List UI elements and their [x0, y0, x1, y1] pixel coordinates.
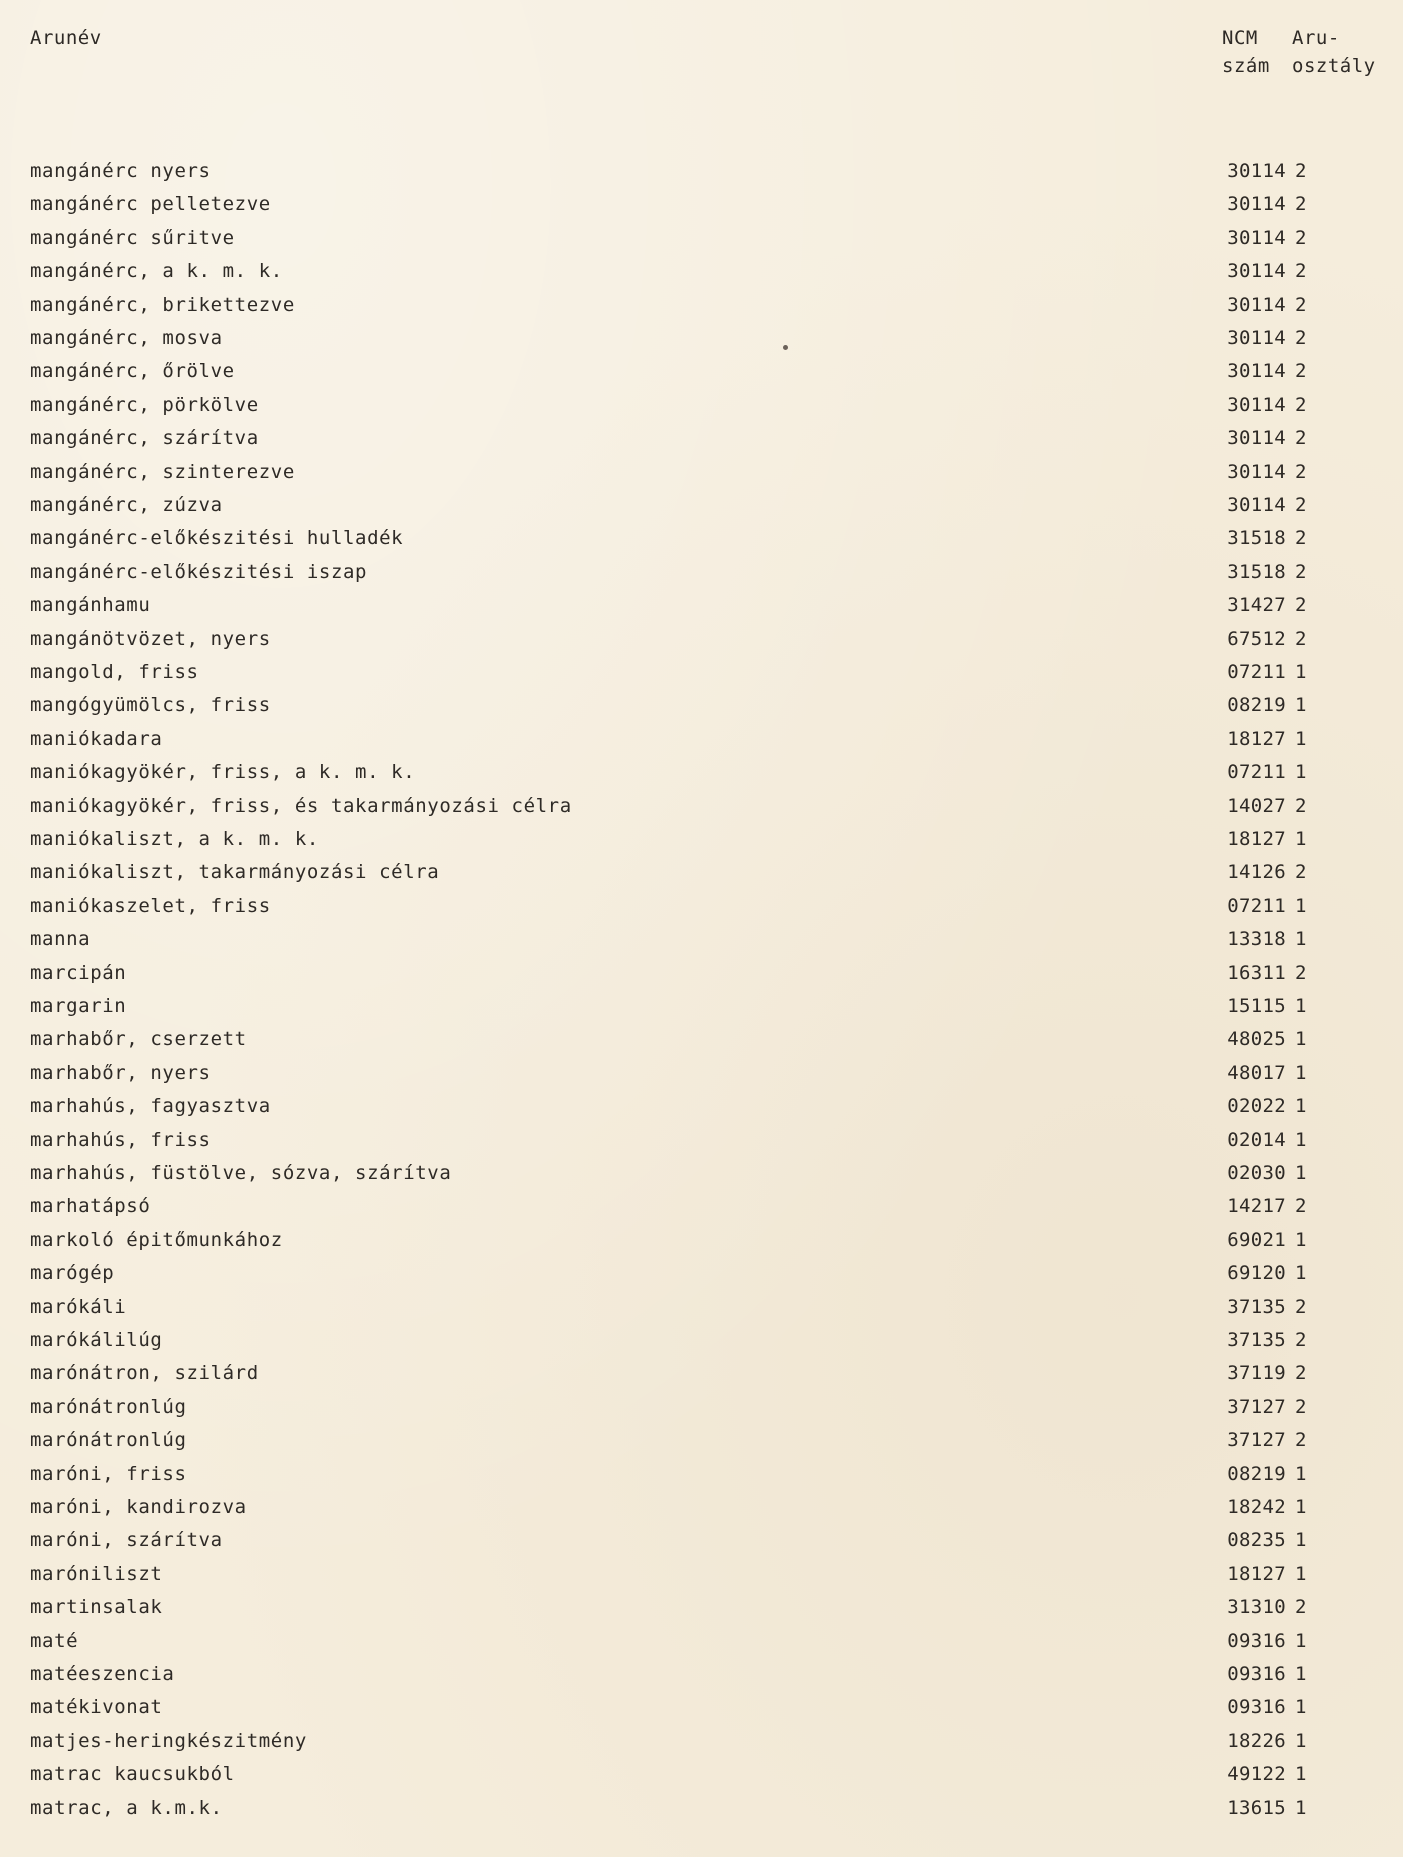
item-class: 2 [1295, 160, 1307, 182]
list-item [0, 1758, 1403, 1791]
item-class: 2 [1295, 260, 1307, 283]
list-item [0, 1157, 1403, 1190]
item-ncm-number: 69021 [1227, 1228, 1286, 1251]
item-name: mangánérc pelletezve [30, 193, 271, 216]
item-ncm-number: 14027 [1227, 794, 1286, 817]
item-class: 2 [1295, 794, 1307, 817]
item-class: 1 [1295, 1763, 1307, 1786]
item-name: mangánérc, a k. m. k. [30, 260, 283, 283]
item-ncm-number: 08235 [1227, 1529, 1286, 1552]
item-name: marhatápsó [30, 1195, 151, 1218]
item-name: marhahús, füstölve, sózva, szárítva [30, 1162, 452, 1184]
item-class: 1 [1295, 1028, 1307, 1051]
column-header-class-line2: osztály [1292, 55, 1376, 77]
item-name: mangánérc, zúzva [30, 494, 223, 516]
item-ncm-number: 30114 [1227, 260, 1286, 283]
item-ncm-number: 30114 [1227, 160, 1286, 182]
list-item [0, 856, 1403, 889]
item-name: maróniliszt [30, 1562, 163, 1585]
list-item [0, 1291, 1403, 1324]
list-item [0, 1491, 1403, 1524]
list-item [0, 1057, 1403, 1090]
item-ncm-number: 37127 [1227, 1429, 1286, 1452]
item-class: 2 [1295, 427, 1307, 450]
item-name: marónátronlúg [30, 1429, 187, 1452]
item-ncm-number: 30114 [1227, 460, 1286, 483]
item-class: 1 [1295, 661, 1307, 683]
item-ncm-number: 37119 [1227, 1362, 1286, 1385]
column-header-class [1292, 24, 1392, 80]
list-item [0, 1725, 1403, 1758]
item-name: matjes-heringkészitmény [30, 1729, 307, 1752]
item-ncm-number: 48017 [1227, 1061, 1286, 1084]
list-item [0, 1391, 1403, 1424]
item-class: 2 [1295, 327, 1307, 349]
item-name: mangánérc sűritve [30, 226, 235, 249]
item-class: 1 [1295, 761, 1307, 784]
list-item [0, 1691, 1403, 1724]
item-name: maniókaliszt, takarmányozási célra [30, 861, 440, 884]
list-item [0, 1658, 1403, 1691]
item-class: 1 [1295, 894, 1307, 917]
list-item [0, 289, 1403, 322]
item-name: maniókagyökér, friss, a k. m. k. [30, 761, 416, 784]
item-class: 2 [1295, 1329, 1307, 1351]
item-ncm-number: 30114 [1227, 293, 1286, 316]
item-class: 2 [1295, 360, 1307, 383]
item-ncm-number: 07211 [1227, 761, 1286, 784]
item-name: marókálilúg [30, 1329, 163, 1351]
list-item [0, 890, 1403, 923]
column-header-name: Arunév [30, 27, 102, 49]
item-class: 2 [1295, 594, 1307, 617]
item-class: 2 [1295, 527, 1307, 550]
item-class: 2 [1295, 861, 1307, 884]
item-name: marhahús, fagyasztva [30, 1095, 271, 1118]
list-item [0, 957, 1403, 990]
item-class: 2 [1295, 293, 1307, 316]
item-class: 1 [1295, 1696, 1307, 1719]
list-item [0, 322, 1403, 355]
item-name: maniókagyökér, friss, és takarmányozási célra [30, 794, 572, 817]
item-class: 2 [1295, 560, 1307, 583]
item-name: mangánérc nyers [30, 160, 211, 182]
item-ncm-number: 18242 [1227, 1496, 1286, 1518]
item-class: 1 [1295, 1729, 1307, 1752]
item-class: 1 [1295, 727, 1307, 750]
item-class: 2 [1295, 961, 1307, 984]
list-item [0, 1023, 1403, 1056]
list-item [0, 222, 1403, 255]
item-name: marókáli [30, 1295, 127, 1318]
item-ncm-number: 13615 [1227, 1796, 1286, 1819]
item-name: mangánérc, szárítva [30, 427, 259, 450]
item-ncm-number: 09316 [1227, 1696, 1286, 1719]
item-ncm-number: 07211 [1227, 894, 1286, 917]
item-name: mangánérc-előkészitési hulladék [30, 527, 404, 550]
item-name: maróni, friss [30, 1462, 187, 1485]
item-name: mangánérc, szinterezve [30, 460, 295, 483]
item-ncm-number: 31427 [1227, 594, 1286, 617]
column-header-ncm [1222, 24, 1282, 80]
list-item [0, 1324, 1403, 1357]
item-name: margarin [30, 995, 127, 1017]
item-ncm-number: 14217 [1227, 1195, 1286, 1218]
item-ncm-number: 30114 [1227, 427, 1286, 450]
item-ncm-number: 30114 [1227, 393, 1286, 416]
item-ncm-number: 13318 [1227, 928, 1286, 951]
item-class: 2 [1295, 627, 1307, 650]
item-name: maté [30, 1629, 79, 1652]
list-item [0, 522, 1403, 555]
item-name: manna [30, 928, 91, 951]
item-ncm-number: 18127 [1227, 727, 1286, 750]
list-item [0, 1090, 1403, 1123]
item-ncm-number: 18226 [1227, 1729, 1286, 1752]
item-ncm-number: 18127 [1227, 1562, 1286, 1585]
item-name: marónátronlúg [30, 1395, 187, 1418]
item-class: 1 [1295, 1663, 1307, 1685]
item-class: 1 [1295, 1228, 1307, 1251]
list-item [0, 990, 1403, 1023]
item-class: 1 [1295, 1529, 1307, 1552]
item-name: matrac, a k.m.k. [30, 1796, 223, 1819]
list-item [0, 1792, 1403, 1825]
item-ncm-number: 69120 [1227, 1262, 1286, 1285]
item-class: 2 [1295, 393, 1307, 416]
item-ncm-number: 08219 [1227, 694, 1286, 717]
item-ncm-number: 31310 [1227, 1596, 1286, 1619]
item-name: matékivonat [30, 1696, 163, 1719]
item-class: 2 [1295, 460, 1307, 483]
item-ncm-number: 31518 [1227, 560, 1286, 583]
item-class: 2 [1295, 193, 1307, 216]
list-item [0, 489, 1403, 522]
list-item [0, 1190, 1403, 1223]
item-name: matéeszencia [30, 1663, 175, 1685]
item-name: marhahús, friss [30, 1128, 211, 1151]
item-name: mangánérc, brikettezve [30, 293, 295, 316]
item-ncm-number: 30114 [1227, 494, 1286, 516]
list-item [0, 1458, 1403, 1491]
item-class: 2 [1295, 226, 1307, 249]
item-class: 2 [1295, 1362, 1307, 1385]
item-name: marhabőr, nyers [30, 1061, 211, 1084]
item-name: mangánérc, mosva [30, 327, 223, 349]
item-name: mangold, friss [30, 661, 199, 683]
item-ncm-number: 02022 [1227, 1095, 1286, 1118]
column-header-ncm-line1: NCM [1222, 27, 1258, 49]
item-class: 1 [1295, 1496, 1307, 1518]
list-item [0, 1357, 1403, 1390]
item-ncm-number: 15115 [1227, 995, 1286, 1017]
list-item [0, 155, 1403, 188]
item-ncm-number: 18127 [1227, 828, 1286, 850]
list-item [0, 1124, 1403, 1157]
item-class: 1 [1295, 1796, 1307, 1819]
item-class: 1 [1295, 1562, 1307, 1585]
item-name: maniókadara [30, 727, 163, 750]
item-class: 1 [1295, 1128, 1307, 1151]
item-ncm-number: 09316 [1227, 1663, 1286, 1685]
list-item [0, 422, 1403, 455]
item-name: matrac kaucsukból [30, 1763, 235, 1786]
item-name: mangánötvözet, nyers [30, 627, 271, 650]
item-class: 2 [1295, 1596, 1307, 1619]
column-header-class-line1: Aru- [1292, 27, 1340, 49]
item-name: marógép [30, 1262, 115, 1285]
item-ncm-number: 08219 [1227, 1462, 1286, 1485]
item-class: 1 [1295, 928, 1307, 951]
list-item [0, 456, 1403, 489]
item-ncm-number: 31518 [1227, 527, 1286, 550]
list-item [0, 923, 1403, 956]
list-item [0, 1625, 1403, 1658]
item-name: maróni, szárítva [30, 1529, 223, 1552]
list-item [0, 355, 1403, 388]
list-item [0, 1524, 1403, 1557]
list-item [0, 188, 1403, 221]
item-class: 2 [1295, 1429, 1307, 1452]
column-header-ncm-line2: szám [1222, 55, 1270, 77]
item-class: 2 [1295, 1395, 1307, 1418]
list-item [0, 623, 1403, 656]
list-item [0, 1224, 1403, 1257]
item-name: marhabőr, cserzett [30, 1028, 247, 1051]
item-ncm-number: 14126 [1227, 861, 1286, 884]
paper-speck [783, 345, 788, 350]
item-ncm-number: 30114 [1227, 226, 1286, 249]
item-class: 1 [1295, 1095, 1307, 1118]
item-name: marcipán [30, 961, 127, 984]
item-name: mangógyümölcs, friss [30, 694, 271, 717]
list-item [0, 255, 1403, 288]
item-name: mangánhamu [30, 594, 151, 617]
item-ncm-number: 02014 [1227, 1128, 1286, 1151]
item-ncm-number: 30114 [1227, 193, 1286, 216]
item-ncm-number: 48025 [1227, 1028, 1286, 1051]
item-class: 1 [1295, 828, 1307, 850]
list-item [0, 389, 1403, 422]
item-class: 1 [1295, 1061, 1307, 1084]
item-name: markoló épitőmunkához [30, 1228, 283, 1251]
list-item [0, 689, 1403, 722]
list-item [0, 823, 1403, 856]
item-class: 1 [1295, 694, 1307, 717]
list-item [0, 1424, 1403, 1457]
item-class: 2 [1295, 1195, 1307, 1218]
item-name: maróni, kandirozva [30, 1496, 247, 1518]
item-ncm-number: 67512 [1227, 627, 1286, 650]
item-ncm-number: 37135 [1227, 1295, 1286, 1318]
item-ncm-number: 16311 [1227, 961, 1286, 984]
list-item [0, 1257, 1403, 1290]
item-name: mangánérc-előkészitési iszap [30, 560, 368, 583]
item-name: maniókaszelet, friss [30, 894, 271, 917]
item-ncm-number: 30114 [1227, 360, 1286, 383]
item-ncm-number: 09316 [1227, 1629, 1286, 1652]
list-item [0, 1558, 1403, 1591]
list-item [0, 556, 1403, 589]
item-class: 1 [1295, 1162, 1307, 1184]
item-ncm-number: 02030 [1227, 1162, 1286, 1184]
item-ncm-number: 49122 [1227, 1763, 1286, 1786]
list-item [0, 756, 1403, 789]
item-name: martinsalak [30, 1596, 163, 1619]
item-class: 1 [1295, 1629, 1307, 1652]
item-class: 2 [1295, 494, 1307, 516]
list-item [0, 723, 1403, 756]
list-item [0, 1591, 1403, 1624]
item-name: mangánérc, őrölve [30, 360, 235, 383]
item-ncm-number: 37135 [1227, 1329, 1286, 1351]
item-name: marónátron, szilárd [30, 1362, 259, 1385]
item-class: 2 [1295, 1295, 1307, 1318]
item-ncm-number: 07211 [1227, 661, 1286, 683]
item-class: 1 [1295, 1462, 1307, 1485]
list-item [0, 790, 1403, 823]
item-name: maniókaliszt, a k. m. k. [30, 828, 319, 850]
list-item [0, 656, 1403, 689]
item-class: 1 [1295, 995, 1307, 1017]
item-name: mangánérc, pörkölve [30, 393, 259, 416]
list-item [0, 589, 1403, 622]
item-ncm-number: 30114 [1227, 327, 1286, 349]
item-class: 1 [1295, 1262, 1307, 1285]
item-ncm-number: 37127 [1227, 1395, 1286, 1418]
